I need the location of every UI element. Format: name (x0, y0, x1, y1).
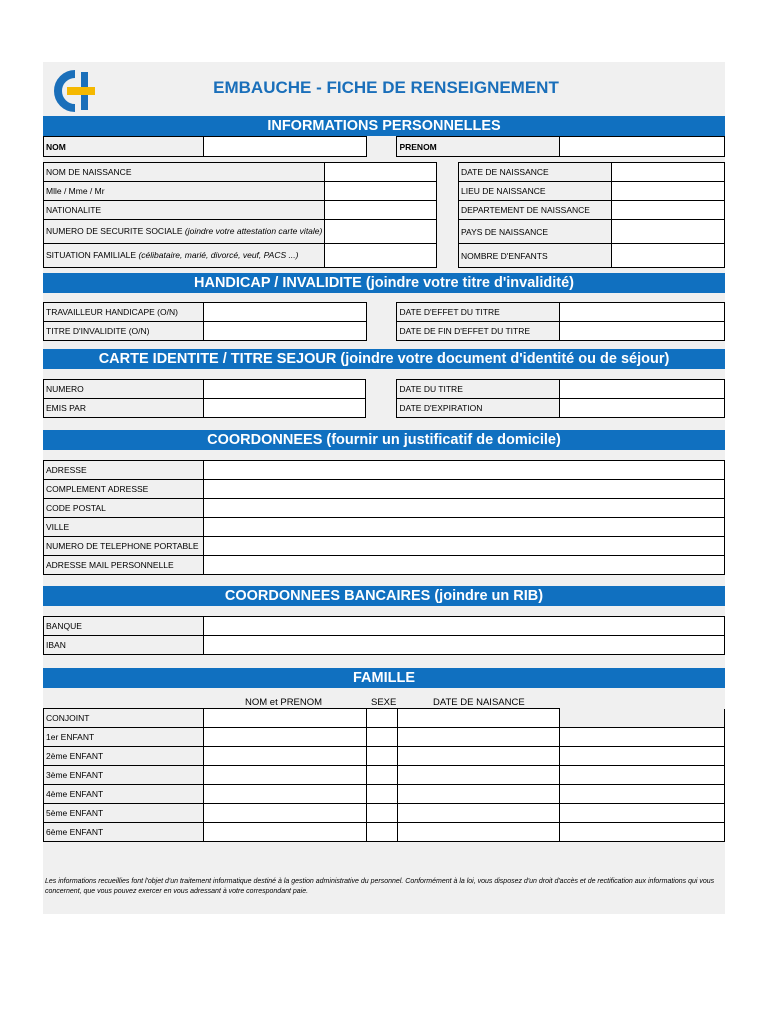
input-complement-adresse[interactable] (203, 480, 724, 499)
input-lieu-naissance[interactable] (612, 182, 725, 201)
input-date-fin-effet[interactable] (560, 322, 725, 341)
label-date-fin-effet: DATE DE FIN D'EFFET DU TITRE (397, 322, 560, 341)
contact-table (43, 460, 725, 575)
label-nombre-enfants: NOMBRE D'ENFANTS (459, 244, 612, 268)
label-iban: IBAN (44, 636, 204, 655)
handicap-table (43, 302, 725, 341)
input-travailleur-handicape[interactable] (203, 303, 366, 322)
input-enfant-5-date[interactable] (397, 804, 560, 823)
label-conjoint: CONJOINT (44, 709, 204, 728)
input-enfant-2-sexe[interactable] (366, 747, 397, 766)
section-contact-header: COORDONNEES (fournir un justificatif de domicile) (43, 430, 725, 450)
label-prenom: PRENOM (397, 137, 560, 157)
label-date-titre: DATE DU TITRE (397, 380, 560, 399)
input-conjoint-sexe[interactable] (366, 709, 397, 728)
section-family-header: FAMILLE (43, 668, 725, 688)
input-enfant-5-sexe[interactable] (366, 804, 397, 823)
input-civilite[interactable] (325, 182, 436, 201)
label-pays-naissance: PAYS DE NAISSANCE (459, 220, 612, 244)
input-enfant-4-date[interactable] (397, 785, 560, 804)
section-bank-header: COORDONNEES BANCAIRES (joindre un RIB) (43, 586, 725, 606)
input-enfant-1-sexe[interactable] (366, 728, 397, 747)
label-lieu-naissance: LIEU DE NAISSANCE (459, 182, 612, 201)
label-titre-invalidite: TITRE D'INVALIDITE (O/N) (44, 322, 204, 341)
label-enfant-5: 5ème ENFANT (44, 804, 204, 823)
label-nom-naissance: NOM DE NAISSANCE (44, 163, 325, 182)
label-nom: NOM (44, 137, 204, 157)
label-enfant-6: 6ème ENFANT (44, 823, 204, 842)
input-enfant-3-sexe[interactable] (366, 766, 397, 785)
input-nationalite[interactable] (325, 201, 436, 220)
label-nationalite: NATIONALITE (44, 201, 325, 220)
input-situation-familiale[interactable] (325, 244, 436, 268)
input-nom[interactable] (203, 137, 366, 157)
input-numero-titre[interactable] (203, 380, 366, 399)
input-nom-naissance[interactable] (325, 163, 436, 182)
label-ville: VILLE (44, 518, 204, 537)
label-date-effet-titre: DATE D'EFFET DU TITRE (397, 303, 560, 322)
input-enfant-2-date[interactable] (397, 747, 560, 766)
input-enfant-4-nom[interactable] (203, 785, 366, 804)
label-civilite: Mlle / Mme / Mr (44, 182, 325, 201)
input-enfant-6-nom[interactable] (203, 823, 366, 842)
input-enfant-6-sexe[interactable] (366, 823, 397, 842)
input-enfant-3-nom[interactable] (203, 766, 366, 785)
input-iban[interactable] (203, 636, 724, 655)
label-enfant-1: 1er ENFANT (44, 728, 204, 747)
personal-table (43, 136, 725, 157)
page-title: EMBAUCHE - FICHE DE RENSEIGNEMENT (213, 78, 559, 97)
input-enfant-5-charge[interactable] (560, 804, 725, 823)
input-enfant-3-charge[interactable] (560, 766, 725, 785)
label-enfant-2: 2ème ENFANT (44, 747, 204, 766)
personal-details-table (43, 162, 725, 268)
input-enfant-1-date[interactable] (397, 728, 560, 747)
input-enfant-4-sexe[interactable] (366, 785, 397, 804)
label-enfant-4: 4ème ENFANT (44, 785, 204, 804)
label-mail-personnel: ADRESSE MAIL PERSONNELLE (44, 556, 204, 575)
input-enfant-4-charge[interactable] (560, 785, 725, 804)
label-code-postal: CODE POSTAL (44, 499, 204, 518)
section-personal-header: INFORMATIONS PERSONNELLES (43, 116, 725, 136)
input-pays-naissance[interactable] (612, 220, 725, 244)
header-sexe: SEXE (371, 697, 397, 708)
input-enfant-1-nom[interactable] (203, 728, 366, 747)
input-emis-par[interactable] (203, 399, 366, 418)
label-date-expiration: DATE D'EXPIRATION (397, 399, 560, 418)
input-telephone-portable[interactable] (203, 537, 724, 556)
input-conjoint-nom[interactable] (203, 709, 366, 728)
input-date-titre[interactable] (560, 380, 725, 399)
input-banque[interactable] (203, 617, 724, 636)
label-numero-titre: NUMERO (44, 380, 204, 399)
label-enfant-3: 3ème ENFANT (44, 766, 204, 785)
input-conjoint-date[interactable] (397, 709, 560, 728)
label-banque: BANQUE (44, 617, 204, 636)
header-nom-prenom: NOM et PRENOM (245, 697, 323, 708)
header-date-naissance: DATE DE NAISANCE (433, 697, 525, 708)
family-table (43, 708, 725, 842)
input-titre-invalidite[interactable] (203, 322, 366, 341)
input-securite-sociale[interactable] (325, 220, 436, 244)
label-emis-par: EMIS PAR (44, 399, 204, 418)
label-departement-naissance: DEPARTEMENT DE NAISSANCE (459, 201, 612, 220)
label-complement-adresse: COMPLEMENT ADRESSE (44, 480, 204, 499)
input-enfant-1-charge[interactable] (560, 728, 725, 747)
input-date-expiration[interactable] (560, 399, 725, 418)
input-enfant-6-date[interactable] (397, 823, 560, 842)
section-handicap-header: HANDICAP / INVALIDITE (joindre votre titre d'invalidité) (43, 273, 725, 293)
input-departement-naissance[interactable] (612, 201, 725, 220)
input-code-postal[interactable] (203, 499, 724, 518)
input-enfant-3-date[interactable] (397, 766, 560, 785)
input-enfant-2-nom[interactable] (203, 747, 366, 766)
label-date-naissance: DATE DE NAISSANCE (459, 163, 612, 182)
input-mail-personnel[interactable] (203, 556, 724, 575)
input-adresse[interactable] (203, 461, 724, 480)
input-enfant-6-charge[interactable] (560, 823, 725, 842)
identity-table (43, 379, 725, 418)
section-identity-header: CARTE IDENTITE / TITRE SEJOUR (joindre votre document d'identité ou de séjour) (43, 349, 725, 369)
input-date-naissance[interactable] (612, 163, 725, 182)
bank-table (43, 616, 725, 655)
input-nombre-enfants[interactable] (612, 244, 725, 268)
label-securite-sociale: NUMERO DE SECURITE SOCIALE (joindre votre attestation carte vitale) (44, 220, 325, 244)
label-adresse: ADRESSE (44, 461, 204, 480)
form-sheet (43, 62, 725, 914)
input-enfant-5-nom[interactable] (203, 804, 366, 823)
input-ville[interactable] (203, 518, 724, 537)
input-enfant-2-charge[interactable] (560, 747, 725, 766)
label-situation-familiale: SITUATION FAMILIALE (célibataire, marié, divorcé, veuf, PACS ...) (44, 244, 325, 268)
label-telephone-portable: NUMERO DE TELEPHONE PORTABLE (44, 537, 204, 556)
privacy-footnote: Les informations recueillies font l'objet d'un traitement informatique destiné à la gestion administrative du personnel. Conformément à la loi, vous disposez d'un droit d'accès et de rectification aux informations qui vous concernent, que vous pouvez exercer en vous adressant à votre correspondant paie. (45, 878, 715, 895)
input-date-effet-titre[interactable] (560, 303, 725, 322)
input-prenom[interactable] (560, 137, 725, 157)
label-travailleur-handicape: TRAVAILLEUR HANDICAPE (O/N) (44, 303, 204, 322)
